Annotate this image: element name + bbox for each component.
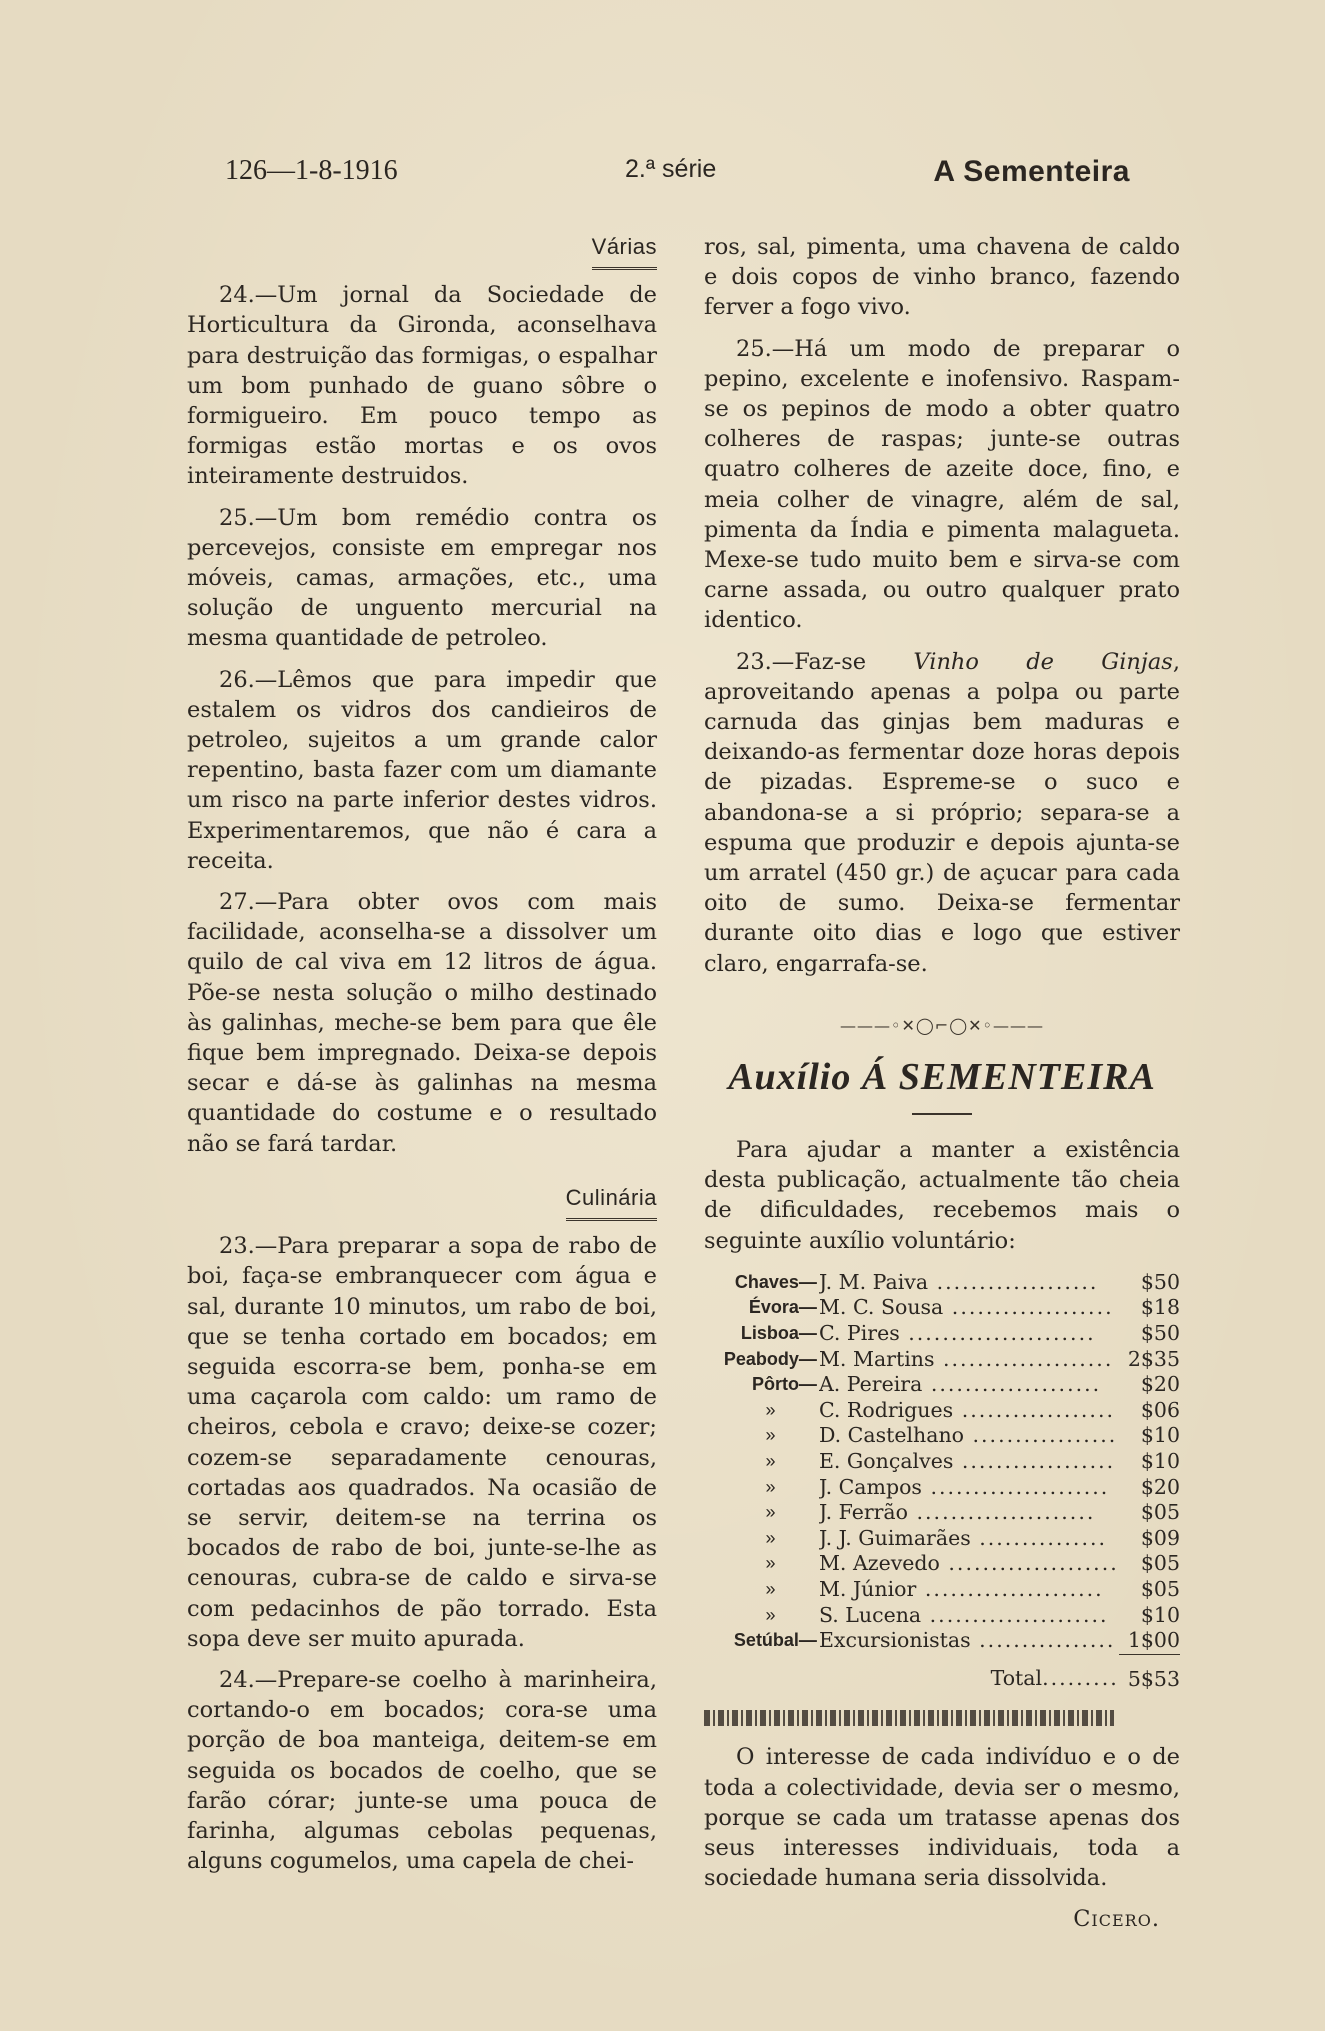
contribution-row: [704, 1628, 1180, 1654]
contribution-city: »: [765, 1399, 776, 1420]
contribution-amount: 1$00: [1127, 1628, 1180, 1653]
contribution-row: [704, 1372, 1180, 1398]
contribution-name: J. Ferrão .....................: [818, 1500, 1096, 1525]
contribution-amount: $20: [1140, 1474, 1180, 1499]
contribution-name: M. C. Sousa ...................: [818, 1295, 1114, 1320]
series-label: 2.ª série: [625, 155, 717, 183]
page-header: [185, 155, 1130, 195]
contribution-row: [704, 1423, 1180, 1449]
publication-title: A Sementeira: [933, 155, 1130, 188]
contribution-name: J. M. Paiva ...................: [818, 1269, 1099, 1294]
contribution-city: »: [765, 1502, 776, 1523]
contribution-amount: $20: [1140, 1372, 1180, 1397]
contribution-amount: 2$35: [1127, 1346, 1180, 1371]
total-row: Total......... 5$53: [704, 1654, 1180, 1692]
quote-text: O interesse de cada indivíduo e o de toda a colectividade, devia ser o mesmo, porque se cada um tratasse apenas dos seus interesses individuais, toda a sociedade humana seria dissolvida.: [704, 1744, 1180, 1892]
contribution-name: C. Rodrigues ..................: [818, 1397, 1115, 1422]
paragraph-26: 26.—Lêmos que para impedir que estalem os vidros dos candieiros de petroleo, sujeitos a um grande calor repentino, basta fazer com um diamante um risco na parte inferior destes vidros. Experimentaremos, que não é cara a receita.: [187, 666, 657, 874]
contribution-city: »: [765, 1579, 776, 1600]
total-label: Total: [990, 1666, 1043, 1691]
short-rule: [912, 1113, 972, 1115]
contribution-name: M. Júnior .....................: [818, 1577, 1104, 1602]
contribution-amount: $09: [1140, 1525, 1180, 1550]
recipe-24-continued: ros, sal, pimenta, uma chavena de caldo e dois copos de vinho branco, fazendo ferver a fogo vivo.: [704, 234, 1180, 321]
contribution-row: [704, 1475, 1180, 1501]
contribution-amount: $05: [1140, 1500, 1180, 1525]
recipe-24: 24.—Prepare-se coelho à marinheira, cortando-o em bocados; cora-se uma porção de boa manteiga, deitem-se em seguida os bocados de coelho, que se farão córar; junte-se uma pouca de farinha, algumas cebolas pequenas, alguns cogumelos, uma capela de chei-: [187, 1666, 657, 1875]
left-column: [187, 232, 657, 1887]
contribution-name: E. Gonçalves ..................: [818, 1449, 1116, 1474]
recipe-23-ginjas: 23.—Faz-se Vinho de Ginjas, aproveitando apenas a polpa ou parte carnuda das ginjas bem maduras e deixando-as fermentar doze horas depois de pizadas. Espreme-se o suco e abandona-se a si próprio; separa-se a espuma que produzir e depois ajunta-se um arratel (450 gr.) de açucar para cada oito de sumo. Deixa-se fermentar durante oito dias e logo que estiver claro, engarrafa-se.: [704, 648, 1180, 977]
contribution-name: J. J. Guimarães ...............: [818, 1525, 1107, 1550]
contribution-name: M. Azevedo ....................: [818, 1551, 1119, 1576]
contribution-city: Évora—: [748, 1297, 817, 1318]
contribution-name: D. Castelhano .................: [818, 1423, 1118, 1448]
contribution-city: Lisboa—: [740, 1323, 817, 1344]
contribution-row: [704, 1526, 1180, 1552]
auxilio-intro: Para ajudar a manter a existência desta publicação, actualmente tão cheia de dificuldades, recebemos mais o seguinte auxílio voluntário:: [704, 1137, 1180, 1254]
recipe-25: 25.—Há um modo de preparar o pepino, excelente e inofensivo. Raspam-se os pepinos de modo a obter quatro colheres de raspas; junte-se outras quatro colheres de azeite doce, fino, e meia colher de vinagre, além de sal, pimenta da Índia e pimenta malagueta. Mexe-se tudo muito bem e sirva-se com carne assada, ou outro qualquer prato identico.: [704, 335, 1180, 634]
contribution-name: M. Martins ....................: [818, 1346, 1114, 1371]
section-heading-varias: Várias: [187, 232, 657, 270]
contribution-row: [704, 1347, 1180, 1373]
contribution-row: [704, 1449, 1180, 1475]
contribution-row: [704, 1603, 1180, 1629]
contribution-amount: $50: [1140, 1321, 1180, 1346]
contribution-amount: $10: [1140, 1423, 1180, 1448]
contribution-city: »: [765, 1476, 776, 1497]
paragraph-27: 27.—Para obter ovos com mais facilidade, aconselha-se a dissolver um quilo de cal viva em 12 litros de água. Põe-se nesta solução o milho destinado às galinhas, meche-se bem para que êle fique bem impregnado. Deixa-se depois secar e dá-se às galinhas na mesma quantidade do costume e o resultado não se fará tardar.: [187, 889, 657, 1157]
contribution-name: Excursionistas ................: [818, 1628, 1116, 1653]
contribution-city: »: [765, 1425, 776, 1446]
section-heading-culinaria: Culinária: [187, 1183, 657, 1221]
contribution-name: A. Pereira ....................: [818, 1372, 1102, 1397]
recipe-23: 23.—Para preparar a sopa de rabo de boi, faça-se embranquecer com água e sal, durante 10 minutos, um rabo de boi, que se tenha cortado em bocados; em seguida escorra-se bem, ponha-se em uma caçarola com caldo: um ramo de cheiros, cebola e cravo; deixe-se cozer; cozem-se separadamente cenouras, cortadas aos quadrados. Na ocasião de se servir, deitem-se na terrina os bocados de rabo de boi, junte-se-lhe as cenouras, cubra-se de caldo e sirva-se com pedacinhos de pão torrado. Esta sopa deve ser muito apurada.: [187, 1233, 657, 1652]
contribution-name: S. Lucena .....................: [818, 1602, 1109, 1627]
contribution-amount: $10: [1140, 1449, 1180, 1474]
contribution-amount: $05: [1140, 1551, 1180, 1576]
contribution-city: Pôrto—: [751, 1374, 817, 1395]
recipe-name-italic: Vinho de Ginjas: [913, 648, 1173, 675]
contribution-amount: $06: [1140, 1397, 1180, 1422]
contribution-amount: $50: [1140, 1269, 1180, 1294]
contribution-city: »: [765, 1604, 776, 1625]
contribution-city: Chaves—: [734, 1271, 817, 1292]
contributions-table: [704, 1270, 1180, 1693]
contribution-city: Peabody—: [723, 1348, 817, 1369]
contribution-row: [704, 1500, 1180, 1526]
contribution-city: »: [765, 1553, 776, 1574]
contribution-row: [704, 1398, 1180, 1424]
quote-author: Cicero.: [1073, 1906, 1160, 1933]
contribution-city: »: [765, 1527, 776, 1548]
contribution-amount: $10: [1140, 1602, 1180, 1627]
paragraph-24: 24.—Um jornal da Sociedade de Horticultura da Gironda, aconselhava para destruição das formigas, o espalhar um bom punhado de guano sôbre o formigueiro. Em pouco tempo as formigas estão mortas e os ovos inteiramente destruidos.: [187, 282, 657, 490]
issue-number-date: 126—1-8-1916: [225, 155, 398, 186]
decorative-border: [704, 1710, 1114, 1726]
contribution-name: C. Pires ......................: [818, 1321, 1096, 1346]
paragraph-25: 25.—Um bom remédio contra os percevejos, consiste em empregar nos móveis, camas, armações, etc., uma solução de unguento mercurial na mesma quantidade de petroleo.: [187, 504, 657, 652]
contribution-row: [704, 1551, 1180, 1577]
contribution-row: [704, 1577, 1180, 1603]
auxilio-heading: Auxílio Á SEMENTEIRA: [728, 1056, 1156, 1099]
contribution-amount: $18: [1140, 1295, 1180, 1320]
total-amount: 5$53: [1119, 1654, 1180, 1692]
right-column: [704, 232, 1180, 1935]
contribution-name: J. Campos .....................: [818, 1474, 1110, 1499]
contribution-amount: $05: [1140, 1577, 1180, 1602]
contribution-city: Setúbal—: [733, 1630, 817, 1651]
contribution-row: [704, 1270, 1180, 1296]
contribution-row: [704, 1321, 1180, 1347]
ornament-divider: ———◦✕◯⌐◯✕◦———: [840, 1015, 1044, 1035]
contribution-row: [704, 1295, 1180, 1321]
contribution-city: »: [765, 1451, 776, 1472]
